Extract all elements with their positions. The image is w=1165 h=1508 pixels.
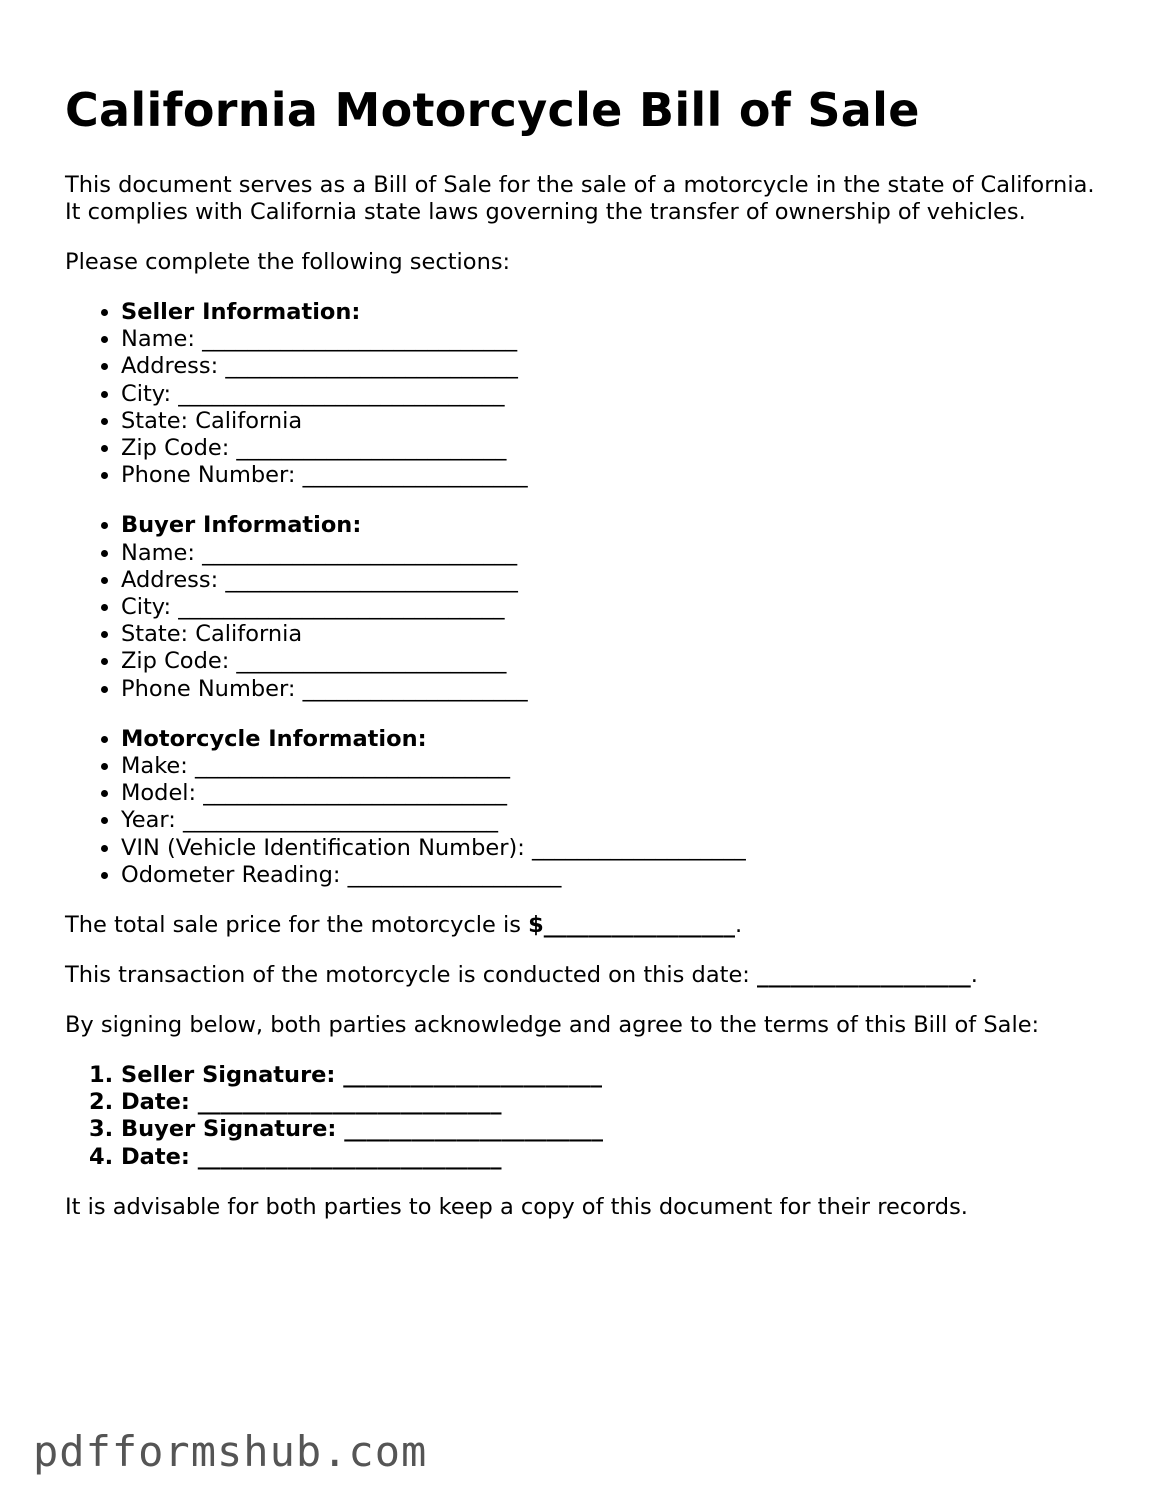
seller-heading: • Seller Information:	[121, 299, 1105, 326]
closing-paragraph: It is advisable for both parties to keep a copy of this document for their records.	[65, 1193, 968, 1220]
buyer-name-field[interactable]: • Name: ____________________________	[121, 540, 1105, 567]
sale-price-text: The total sale price for the motorcycle is	[65, 912, 529, 939]
seller-phone-field[interactable]: • Phone Number: ____________________	[121, 462, 1105, 489]
seller-date-field[interactable]: 2. Date: ___________________________	[121, 1089, 1105, 1116]
buyer-date-field[interactable]: 4. Date: ___________________________	[121, 1144, 1105, 1171]
seller-state-field: • State: California	[121, 408, 1105, 435]
motorcycle-year-field[interactable]: • Year: ____________________________	[121, 807, 1105, 834]
seller-address-field[interactable]: • Address: __________________________	[121, 353, 1105, 380]
motorcycle-make-field[interactable]: • Make: ____________________________	[121, 753, 1105, 780]
buyer-state-field: • State: California	[121, 621, 1105, 648]
signature-list	[65, 1062, 1105, 1171]
page-title: California Motorcycle Bill of Sale	[65, 83, 920, 137]
seller-section	[65, 299, 1105, 489]
buyer-address-field[interactable]: • Address: __________________________	[121, 567, 1105, 594]
acknowledgement-paragraph: By signing below, both parties acknowledge and agree to the terms of this Bill of Sale:	[65, 1012, 1040, 1039]
sale-price-field[interactable]: $_________________	[528, 912, 736, 939]
transaction-date-field[interactable]: ___________________	[757, 962, 971, 989]
buyer-heading: • Buyer Information:	[121, 512, 1105, 539]
sale-price-paragraph	[65, 912, 1105, 939]
motorcycle-model-field[interactable]: • Model: ___________________________	[121, 780, 1105, 807]
motorcycle-heading: • Motorcycle Information:	[121, 726, 1105, 753]
instructions-paragraph: Please complete the following sections:	[65, 249, 511, 275]
document	[65, 78, 1105, 1244]
buyer-city-field[interactable]: • City: _____________________________	[121, 594, 1105, 621]
motorcycle-section	[65, 726, 1105, 889]
buyer-phone-field[interactable]: • Phone Number: ____________________	[121, 676, 1105, 703]
seller-city-field[interactable]: • City: _____________________________	[121, 381, 1105, 408]
transaction-date-paragraph	[65, 962, 1105, 989]
buyer-signature-field[interactable]: 3. Buyer Signature: _______________________	[121, 1116, 1105, 1143]
sale-price-end: .	[735, 912, 743, 939]
buyer-zip-field[interactable]: • Zip Code: ________________________	[121, 648, 1105, 675]
motorcycle-odometer-field[interactable]: • Odometer Reading: ___________________	[121, 862, 1105, 889]
intro-paragraph: This document serves as a Bill of Sale for the sale of a motorcycle in the state of California. It complies with California state laws governing the transfer of ownership of vehicles.	[65, 172, 1095, 225]
transaction-date-end: .	[970, 962, 978, 989]
seller-zip-field[interactable]: • Zip Code: ________________________	[121, 435, 1105, 462]
buyer-section	[65, 512, 1105, 702]
seller-signature-field[interactable]: 1. Seller Signature: _______________________	[121, 1062, 1105, 1089]
transaction-date-text: This transaction of the motorcycle is conducted on this date:	[65, 962, 758, 989]
watermark: pdfformshub.com	[33, 1427, 428, 1476]
seller-name-field[interactable]: • Name: ____________________________	[121, 326, 1105, 353]
motorcycle-vin-field[interactable]: • VIN (Vehicle Identification Number): ___________________	[121, 835, 1105, 862]
